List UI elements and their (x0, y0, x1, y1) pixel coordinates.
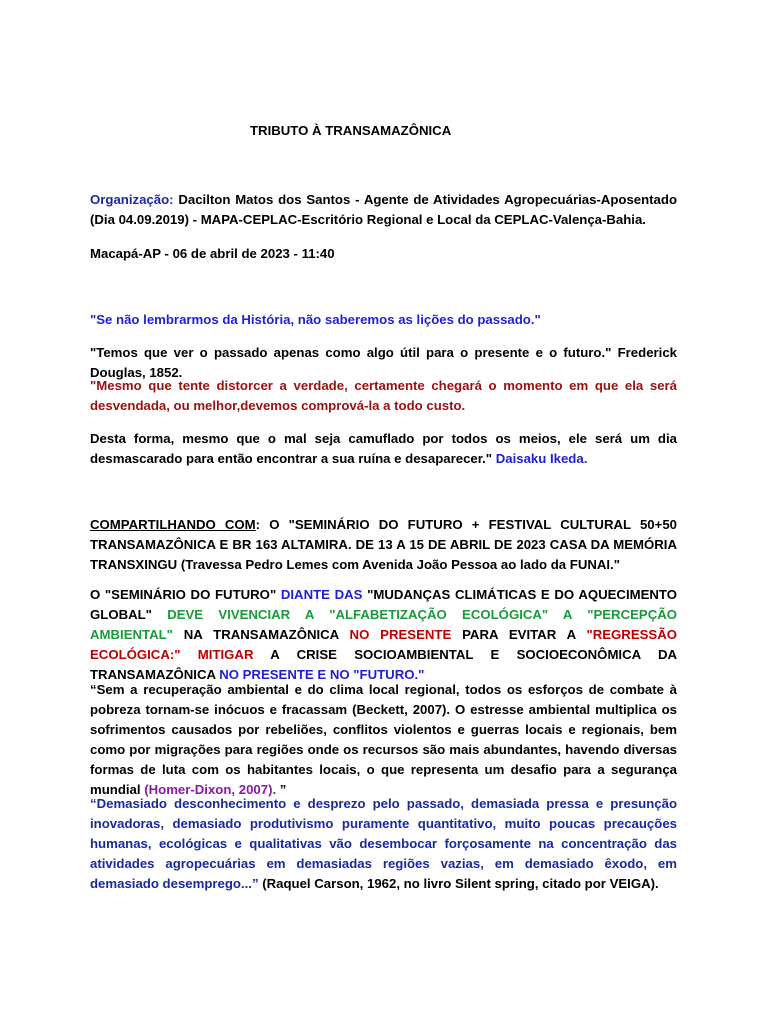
seminar-part-7: PARA EVITAR A (451, 627, 587, 642)
quote-ikeda-author: Daisaku Ikeda. (495, 451, 588, 466)
carson-quote-paragraph (90, 794, 677, 894)
carson-quote-cite: (Raquel Carson, 1962, no livro Silent spring, citado por VEIGA). (258, 876, 659, 891)
homer-quote-paragraph (90, 680, 677, 800)
sharing-label: COMPARTILHANDO COM (90, 517, 256, 532)
seminar-part-8: "REGRESSÃO ECOLÓGICA:" MITIGAR (90, 627, 677, 662)
seminar-part-3: "MUDANÇAS CLIMÁTICAS E DO AQUECIMENTO GLOBAL" (90, 587, 677, 622)
seminar-paragraph (90, 585, 677, 685)
quote-douglas: "Temos que ver o passado apenas como algo útil para o presente e o futuro." Frederick Douglas, 1852. (90, 345, 677, 380)
homer-quote-cite: (Homer-Dixon, 2007). (144, 782, 277, 797)
seminar-part-6: NO PRESENTE (349, 627, 452, 642)
seminar-part-10: NO PRESENTE E NO "FUTURO." (219, 667, 425, 682)
homer-quote-text: “Sem a recuperação ambiental e do clima local regional, todos os esforços de combate à pobreza tornam-se inócuos e fracassam (Beckett, 2007). O estresse ambiental multiplica os sofrimentos causados por rebeliões, conflitos violentos e guerras locais e regionais, bem como por migrações para regiões onde os recursos são mais abundantes, havendo diversas formas de luta com os habitantes locais, o que representa um desafio para a segurança mundial (90, 682, 677, 797)
seminar-part-9: A CRISE SOCIOAMBIENTAL E SOCIOECONÔMICA DA TRANSAMAZÔNICA (90, 647, 677, 682)
quote-history: "Se não lembrarmos da História, não saberemos as lições do passado." (90, 312, 541, 327)
seminar-part-2: DIANTE DAS (280, 587, 363, 602)
date-line: Macapá-AP - 06 de abril de 2023 - 11:40 (90, 246, 335, 261)
sharing-text: O "SEMINÁRIO DO FUTURO + FESTIVAL CULTURAL 50+50 TRANSAMAZÔNICA E BR 163 ALTAMIRA. DE 13 A 15 DE ABRIL DE 2023 CASA DA MEMÓRIA TRANSXINGU (Travessa Pedro Lemes com Avenida João Pessoa ao lado da FUNAI." (90, 517, 678, 572)
organization-paragraph (90, 190, 677, 230)
document-title: TRIBUTO À TRANSAMAZÔNICA (250, 123, 452, 138)
seminar-part-1: O "SEMINÁRIO DO FUTURO" (90, 587, 281, 602)
quote-ikeda-text: Desta forma, mesmo que o mal seja camuflado por todos os meios, ele será um dia desmascarado para então encontrar a sua ruína e desaparecer." (90, 431, 677, 466)
carson-quote-text: “Demasiado desconhecimento e desprezo pelo passado, demasiada pressa e presunção inovadoras, demasiado produtivismo puramente quantitativo, muito poucas precauções humanas, ecológicas e qualitativas vão desembocar forçosamente na concentração das atividades agropecuárias em demasiadas regiões vazias, em demasiado êxodo, em demasiado desemprego...” (90, 796, 677, 891)
seminar-part-4: DEVE VIVENCIAR A "ALFABETIZAÇÃO ECOLÓGICA" A "PERCEPÇÃO AMBIENTAL" (90, 607, 677, 642)
quote-truth: "Mesmo que tente distorcer a verdade, certamente chegará o momento em que ela será desvendada, ou melhor,devemos comprová-la a todo custo. (90, 378, 677, 413)
quote-ikeda (90, 429, 677, 469)
seminar-part-5: NA TRANSAMAZÔNICA (172, 627, 350, 642)
organization-text: Dacilton Matos dos Santos - Agente de Atividades Agropecuárias-Aposentado (Dia 04.09.2019) - MAPA-CEPLAC-Escritório Regional e Local da CEPLAC-Valença-Bahia. (90, 192, 677, 227)
homer-quote-end: ” (276, 782, 287, 797)
organization-label: Organização: (90, 192, 174, 207)
sharing-paragraph (90, 515, 677, 575)
sharing-colon: : (255, 517, 261, 532)
